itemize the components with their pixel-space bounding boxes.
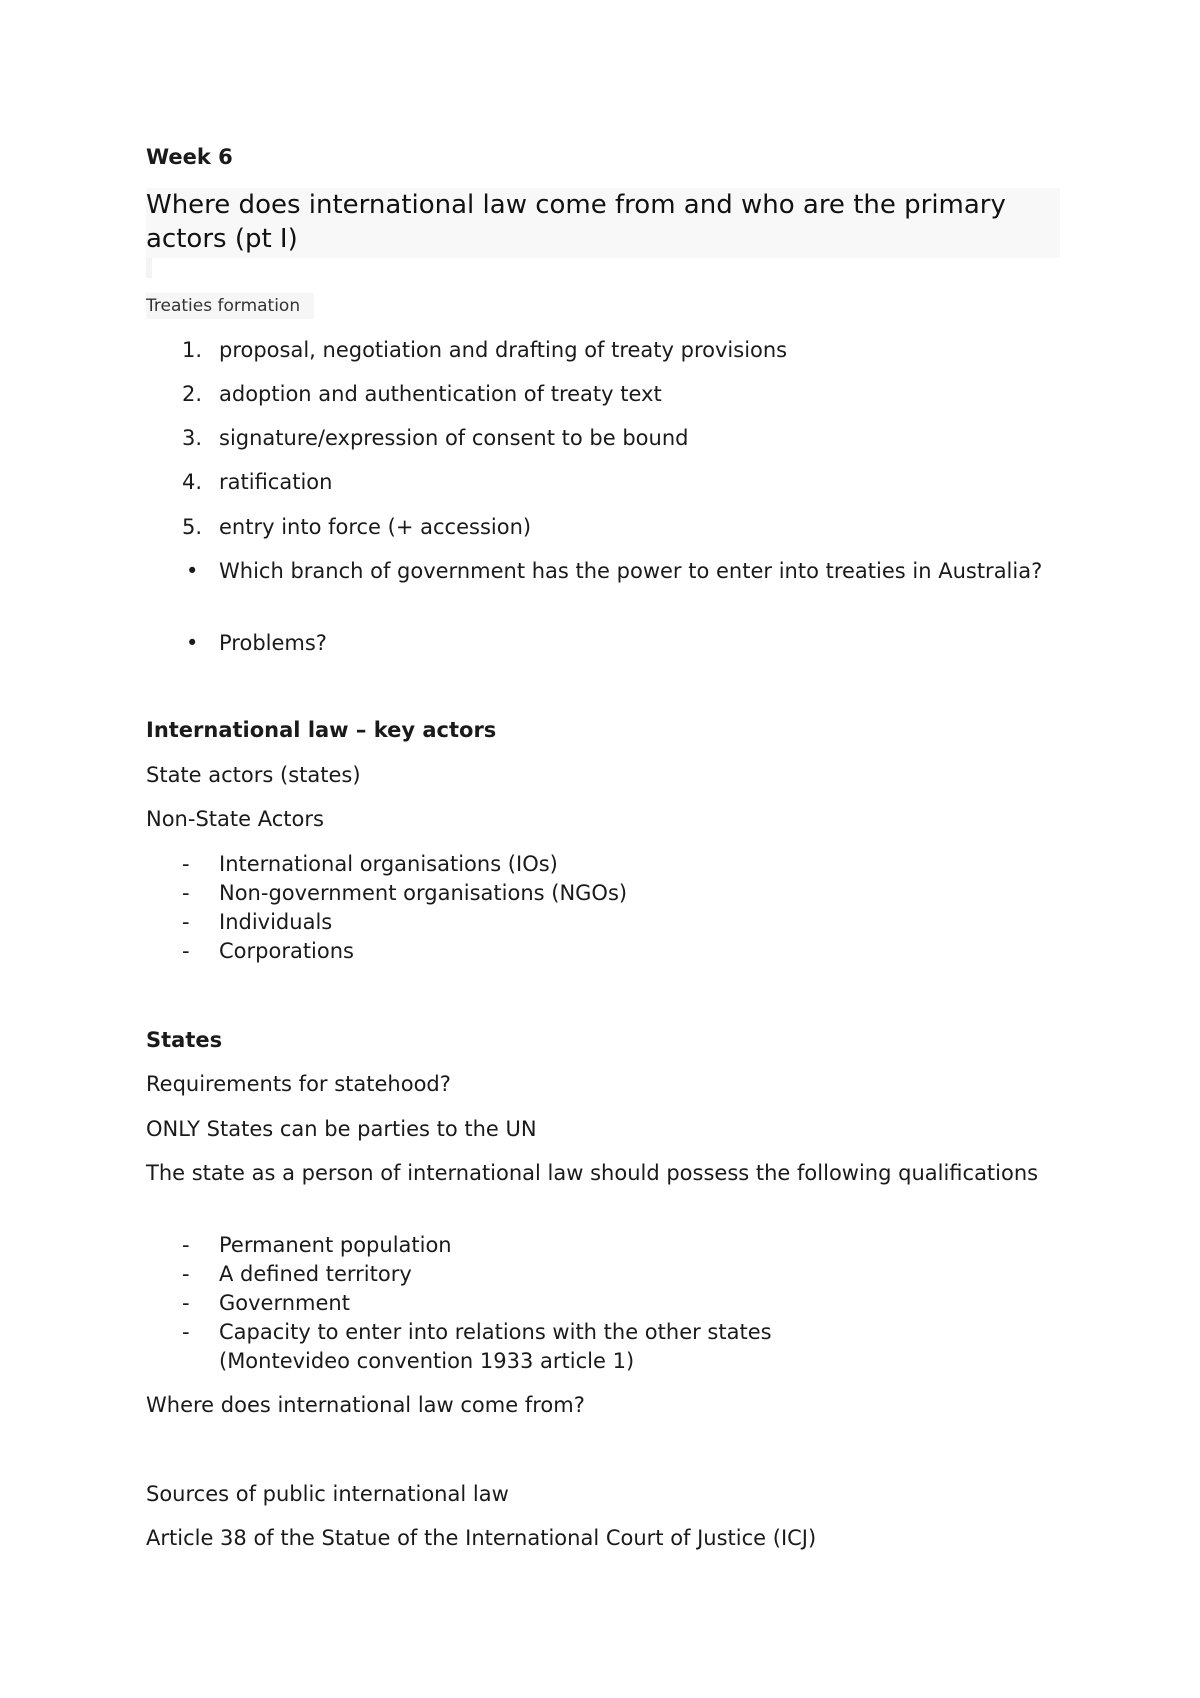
actor-item: Individuals	[219, 910, 333, 934]
qualification-item: Capacity to enter into relations with the other states	[219, 1320, 772, 1344]
dash-marker: -	[182, 852, 190, 876]
title-highlight	[146, 188, 1060, 258]
list-number: 4.	[182, 470, 203, 494]
section-heading-states: States	[146, 1028, 223, 1052]
only-states-text: ONLY States can be parties to the UN	[146, 1117, 537, 1141]
treaty-question: Which branch of government has the power to enter into treaties in Australia?	[219, 559, 1043, 583]
statehood-question: Requirements for statehood?	[146, 1072, 451, 1096]
qualification-item: Permanent population	[219, 1233, 452, 1257]
dash-marker: -	[182, 881, 190, 905]
treaty-step: proposal, negotiation and drafting of treaty provisions	[219, 338, 788, 362]
state-actors-text: State actors (states)	[146, 763, 361, 787]
actor-item: International organisations (IOs)	[219, 852, 558, 876]
origin-question: Where does international law come from?	[146, 1393, 585, 1417]
qualifications-text: The state as a person of international law should possess the following qualifications	[146, 1161, 1039, 1185]
treaty-step: entry into force (+ accession)	[219, 515, 532, 539]
bullet-marker: •	[186, 631, 199, 655]
bullet-marker: •	[186, 559, 199, 583]
qualification-item: A defined territory	[219, 1262, 412, 1286]
week-label: Week 6	[146, 145, 233, 169]
dash-marker: -	[182, 1291, 190, 1315]
list-number: 1.	[182, 338, 203, 362]
dash-marker: -	[182, 1233, 190, 1257]
montevideo-citation: (Montevideo convention 1933 article 1)	[219, 1349, 635, 1373]
dash-marker: -	[182, 939, 190, 963]
treaty-step: signature/expression of consent to be bound	[219, 426, 689, 450]
list-number: 3.	[182, 426, 203, 450]
page-title: Where does international law come from and who are the primary actors (pt I)	[146, 190, 1006, 254]
treaties-formation-label: Treaties formation	[146, 293, 314, 319]
article-38-text: Article 38 of the Statue of the International Court of Justice (ICJ)	[146, 1526, 817, 1550]
treaty-step: adoption and authentication of treaty text	[219, 382, 662, 406]
list-number: 5.	[182, 515, 203, 539]
treaty-step: ratification	[219, 470, 333, 494]
dash-marker: -	[182, 910, 190, 934]
non-state-actors-text: Non-State Actors	[146, 807, 324, 831]
sources-heading: Sources of public international law	[146, 1482, 509, 1506]
dash-marker: -	[182, 1262, 190, 1286]
section-heading-actors: International law – key actors	[146, 718, 497, 742]
list-number: 2.	[182, 382, 203, 406]
actor-item: Non-government organisations (NGOs)	[219, 881, 628, 905]
dash-marker: -	[182, 1320, 190, 1344]
qualification-item: Government	[219, 1291, 350, 1315]
actor-item: Corporations	[219, 939, 354, 963]
document-page	[146, 0, 1060, 1698]
title-highlight-stub	[146, 258, 152, 278]
treaty-question: Problems?	[219, 631, 327, 655]
